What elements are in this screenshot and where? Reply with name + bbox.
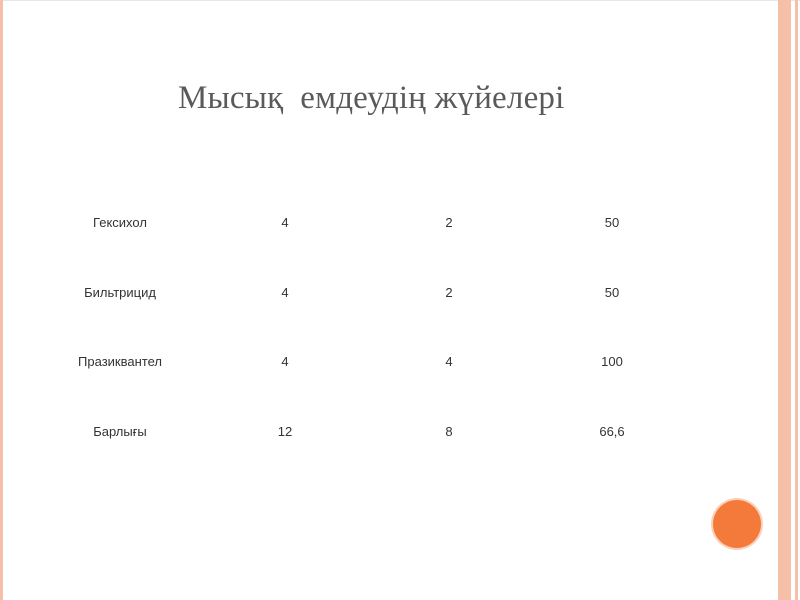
slide-top-border [0,0,800,1]
row-value-cell: 4 [445,354,453,369]
decorative-circle [713,500,761,548]
row-value-cell: 12 [277,424,293,439]
right-decorative-stripe-wide [778,0,791,600]
row-name-cell: Бильтрицид [84,285,156,300]
row-value-cell: 66,6 [599,424,625,439]
table-row [0,354,760,374]
table-row-total [0,424,760,444]
row-value-cell: 2 [445,285,453,300]
row-name-cell: Барлығы [93,424,147,439]
row-value-cell: 4 [281,354,289,369]
row-name-cell: Празиквантел [78,354,162,369]
row-value-cell: 4 [281,215,289,230]
right-decorative-stripe-thin [795,0,798,600]
row-value-cell: 50 [604,215,620,230]
table-row [0,285,760,305]
row-name-cell: Гексихол [93,215,147,230]
row-value-cell: 2 [445,215,453,230]
table-row [0,215,760,235]
row-value-cell: 50 [604,285,620,300]
row-value-cell: 8 [445,424,453,439]
row-value-cell: 100 [601,354,623,369]
slide-title: Мысық емдеудің жүйелері [178,80,565,116]
row-value-cell: 4 [281,285,289,300]
